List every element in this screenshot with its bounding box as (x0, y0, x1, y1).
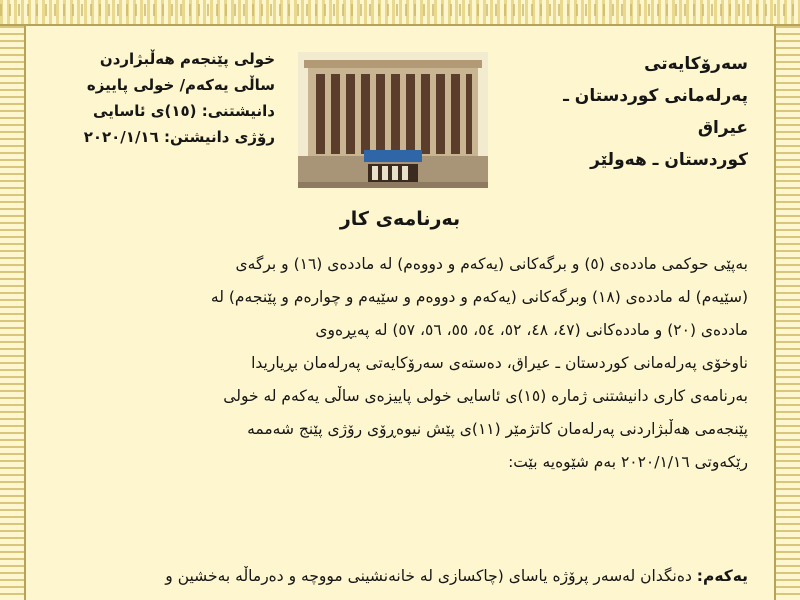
letterhead-location: کوردستان ـ هەولێر (590, 150, 748, 170)
body-line: بەپێی حوکمی ماددەی (٥) و برگەکانی (یەکەم و دووەم) لە ماددەی (١٦) و برگەی (235, 255, 748, 273)
body-line: بەرنامەی کاری دانیشتنی ژمارە (١٥)ی ئاسایی خولی پاییزەی ساڵی یەکەم لە خولی (223, 387, 748, 405)
body-line: پێنجەمی هەڵبژاردنی پەرلەمان کاتژمێر (١١)ی پێش نیوەڕۆی رۆژی پێنج شەممە (247, 420, 748, 438)
letterhead-parliament: پەرلەمانی کوردستان ـ عیراق (563, 86, 748, 138)
decorative-border-top (0, 0, 800, 26)
decorative-border-right (774, 26, 800, 600)
letterhead-presidency: سەرۆکایەتی (644, 54, 748, 74)
body-line: ناوخۆی پەرلەمانی کوردستان ـ عیراق، دەستەی سەرۆکایەتی پەرلەمان بڕیاریدا (251, 354, 748, 372)
decorative-border-left (0, 26, 26, 600)
agenda-item-label: یەکەم: (696, 567, 748, 585)
document-body (52, 248, 748, 479)
agenda-item-text: دەنگدان لەسەر پرۆژە یاسای (چاکسازی لە خانەنشینی مووچە و دەرماڵە بەخشین و (165, 567, 692, 585)
body-line: (سێیەم) لە ماددەی (١٨) وبرگەکانی (یەکەم و دووەم و سێیەم و چوارەم و پێنجەم) لە (210, 288, 748, 306)
session-info (60, 46, 275, 150)
session-date: رۆژی دانیشتن: ٢٠٢٠/١/١٦ (83, 128, 275, 146)
session-number: دانیشتنی: (١٥)ی ئاسایی (93, 102, 275, 120)
document-title: بەرنامەی کار (339, 208, 461, 230)
body-line: ماددەی (٢٠) و ماددەکانی (٤٧، ٤٨، ٥٢، ٥٤، ٥٥، ٥٦، ٥٧) لە پەیڕەوی (315, 321, 748, 339)
parliament-building-image (298, 52, 488, 188)
letterhead-right (518, 48, 748, 176)
session-term: خولی پێنجەم هەڵبژاردن (99, 50, 275, 68)
body-line: رێکەوتی ٢٠٢٠/١/١٦ بەم شێوەیە بێت: (508, 453, 748, 471)
session-year: ساڵی یەکەم/ خولی پاییزە (86, 76, 275, 94)
agenda-item-1 (52, 560, 748, 593)
